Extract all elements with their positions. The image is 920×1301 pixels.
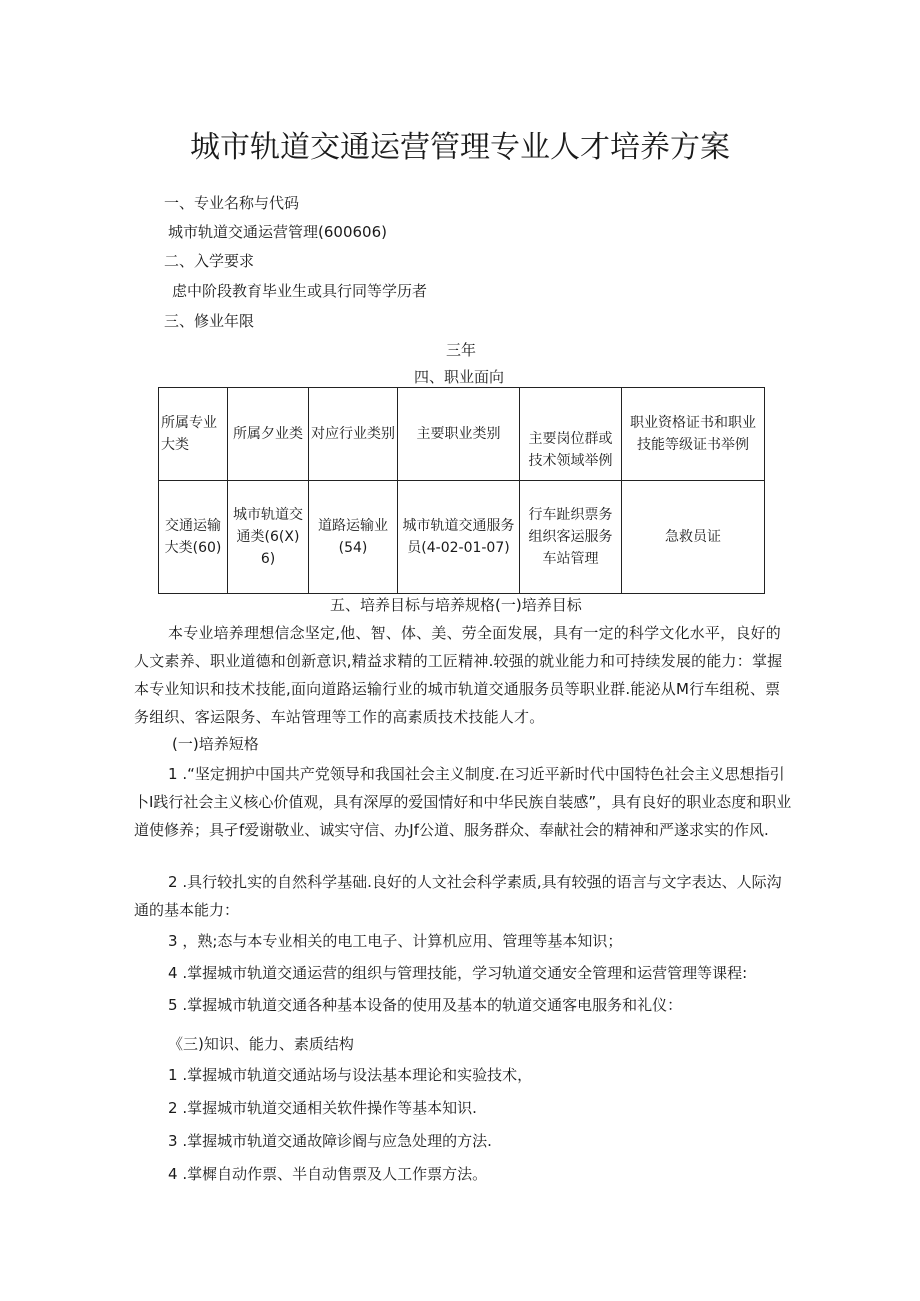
section-1-heading: 一、专业名称与代码: [164, 194, 300, 212]
table-header-cell: 所属夕业类: [228, 388, 309, 481]
list-item-text: .掌握城市轨道交通故障诊阍与应急处理的方法.: [182, 1132, 492, 1150]
section-5-heading: 五、培养目标与培养规格(一)培养目标: [330, 596, 582, 614]
table-header-cell: 对应行业类别: [309, 388, 398, 481]
list-item-number: 4: [168, 1165, 178, 1183]
list-item-number: 3: [168, 932, 178, 950]
list-item: [134, 1127, 794, 1155]
training-goal-paragraph: 本专业培养理想信念坚定,他、智、体、美、劳全面发展，具有一定的科学文化水平，良好的人文素养、职业道德和创新意识,精益求精的工匠精神.较强的就业能力和可持续发展的能力：掌握本专业知识和技术技能,面向道路运输行业的城市轨道交通服务员等职业群.能泌从M行车组税、票务组织、客运限务、车站管理等工作的高素质技术技能人才。: [134, 624, 783, 726]
section-4-heading: 四、职业面向: [414, 368, 505, 386]
list-item: [134, 1160, 794, 1188]
list-item: [134, 991, 794, 1019]
list-item: [134, 1094, 794, 1122]
list-item-number: 4: [168, 964, 178, 982]
list-item: [134, 760, 794, 844]
career-orientation-table: [158, 387, 765, 594]
list-item-text: .掌樨自动作票、半自动售票及人工作票方法。: [182, 1165, 488, 1183]
list-item-number: 5: [168, 996, 178, 1014]
spec-heading: (一)培养短格: [172, 735, 259, 753]
list-item-text: .掌握城市轨道交通运营的组织与管理技能，学习轨道交通安全管理和运营管理等课程:: [182, 964, 748, 982]
list-item-text: ，熟;态与本专业相关的电工电子、计算机应用、管理等基本知识；: [182, 932, 623, 950]
admission-requirement: 虑中阶段教育毕业生或具行同等学历者: [172, 282, 428, 300]
kas-heading: 《三)知识、能力、素质结构: [168, 1035, 354, 1053]
list-item-text: .具行较扎实的自然科学基础.良好的人文社会科学素质,具有较强的语言与文字表达、人际沟通的基本能力：: [134, 873, 782, 919]
section-3-heading: 三、修业年限: [164, 312, 255, 330]
table-header-cell: 主要职业类别: [398, 388, 520, 481]
table-cell: 城市轨道交通服务员(4-02-01-07): [398, 481, 520, 594]
list-item: [134, 927, 794, 955]
list-item-text: .掌握城市轨道交通站场与设法基本理论和实验技术，: [182, 1066, 533, 1084]
list-item-number: 2: [168, 1099, 178, 1117]
table-cell: 交通运输大类(60): [159, 481, 228, 594]
list-item-number: 2: [168, 873, 178, 891]
study-duration: 三年: [446, 341, 477, 359]
section-2-heading: 二、入学要求: [164, 252, 255, 270]
table-cell: 急救员证: [622, 481, 765, 594]
list-item-text: .掌握城市轨道交通各种基本设备的使用及基本的轨道交通客电服务和礼仪：: [182, 996, 683, 1014]
table-cell: 道路运输业(54): [309, 481, 398, 594]
list-item-number: 1: [168, 765, 178, 783]
table-header-cell: 所属专业大类: [159, 388, 228, 481]
table-row: [159, 481, 765, 594]
table-header-cell: 主要岗位群或技术领域举例: [520, 388, 622, 481]
list-item: [134, 959, 794, 987]
major-name-code: 城市轨道交通运营管理(600606): [168, 223, 387, 241]
page-title: 城市轨道交通运营管理专业人才培养方案: [190, 130, 730, 165]
table-cell: 城市轨道交通类(6(X)6): [228, 481, 309, 594]
list-item-number: 1: [168, 1066, 178, 1084]
table-header-row: [159, 388, 765, 481]
list-item-text: .“坚定拥护中国共产党领导和我国社会主义制度.在习近平新时代中国特色社会主义思想指引卜I践行社会主义核心价值观，具有深厚的爱国情好和中华民族自装感”，具有良好的职业态度和职业道使修养；具孑f爱谢敬业、诚实守信、办Jf公道、服务群众、奉献社会的精神和严遂求实的作风.: [134, 765, 792, 839]
list-item-number: 3: [168, 1132, 178, 1150]
list-item: [134, 1061, 794, 1089]
table-header-cell: 职业资格证书和职业技能等级证书举例: [622, 388, 765, 481]
list-item: [134, 868, 794, 924]
list-item-text: .掌握城市轨道交通相关软件操作等基本知识.: [182, 1099, 477, 1117]
table-cell: 行车趾织票务组织客运服务车站管理: [520, 481, 622, 594]
